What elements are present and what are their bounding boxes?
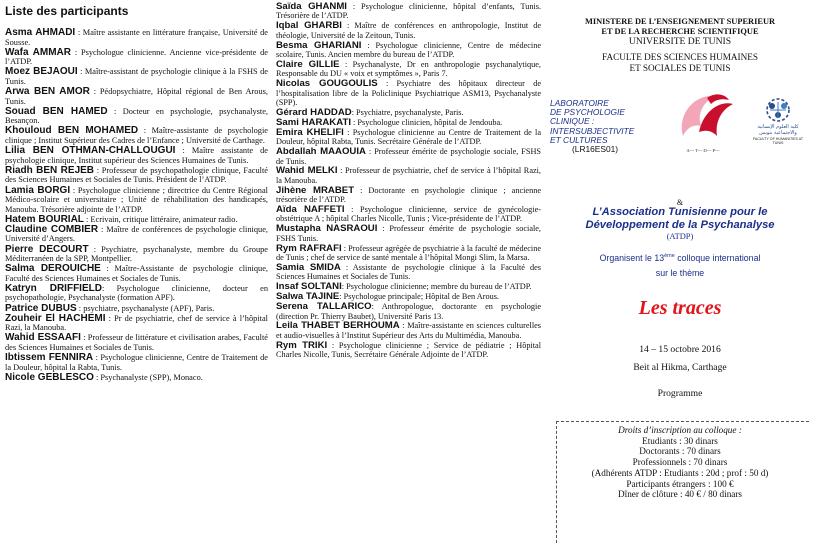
participant-name: Abdallah MAAOUIA <box>276 146 366 158</box>
participant-entry <box>5 284 268 303</box>
participant-name: Hatem BOURIAL <box>5 213 84 225</box>
participant-name: Mustapha NASRAOUI <box>276 223 378 235</box>
participant-entry <box>5 186 268 215</box>
participant-name: Serena TALLARICO <box>276 301 372 313</box>
lab-line: INTERSUBJECTIVITE <box>550 125 635 136</box>
lab-line: DE PSYCHOLOGIE <box>550 107 625 118</box>
participant-description: : Anthropologue, doctorante en psychologie (direction Pr. Thierry Baubet), Université Paris 13. <box>276 302 542 321</box>
participant-name: Salma DEROUICHE <box>5 263 101 275</box>
participant-name: Aïda NAFFETI <box>276 204 345 216</box>
participant-entry <box>276 166 541 185</box>
lab-line: ET CULTURES <box>550 134 608 145</box>
participant-description: : Doctorante en psychologie clinique ; ancienne trésorière de l’ATDP. <box>276 185 541 205</box>
participant-entry <box>276 244 541 263</box>
participants-column-2 <box>272 0 545 543</box>
participant-name: Iqbal GHARBI <box>276 20 342 32</box>
participant-name: Nicole GEBLESCO <box>5 371 94 383</box>
participant-entry <box>276 21 541 40</box>
organisent-sup: ème <box>664 253 675 260</box>
participant-entry <box>276 205 541 224</box>
participant-name: Lamia BORGI <box>5 184 71 196</box>
ampersand: & <box>676 198 684 207</box>
participant-description: : Psychologue clinicienne au Centre de Traitement de la Douleur, hôpital Rabta, Tunis. Secrétaire Générale de l’ATDP. <box>276 127 542 147</box>
participant-name: Claire GILLIE <box>276 58 340 70</box>
theme-line: sur le thème <box>655 268 705 278</box>
participant-entry <box>276 60 541 79</box>
participant-name: Zouheir El HACHEMI <box>5 312 106 324</box>
association-acronym: (ATDP) <box>666 232 694 241</box>
participant-description: : Psychologue clinicienne, docteur en psychopathologie, Psychanalyste (formation APF). <box>5 283 269 303</box>
participant-entry <box>5 48 268 67</box>
programme-cover <box>545 0 815 543</box>
participant-description: : Maître-Assistante de psychologie clinique, Faculté des Sciences Humaines et Sociales de Tunis. <box>5 264 268 283</box>
participant-description: : Professeur de psychiatrie, chef de service à l’hôpital Razi, la Manouba. <box>276 166 541 185</box>
participant-description: : Professeur de psychopathologie clinique, Faculté des Sciences Humaines et Sociales de Tunis. Président de l’ATDP. <box>5 165 268 185</box>
participant-name: Asma AHMADI <box>5 27 76 38</box>
university-name: UNIVERSITE DE TUNIS <box>628 36 732 47</box>
participant-description: : Psychiatre des hôpitaux directeur de l’hospitalisation libre de la Policlinique Psychiatrique ASM13, Psychanalyste (SPP). <box>276 79 541 108</box>
organisent-line <box>545 253 815 263</box>
participant-entry <box>276 147 541 166</box>
lab-block <box>545 88 815 178</box>
event-dates: 14 – 15 octobre 2016 <box>639 344 721 355</box>
fees-title: Droits d’inscription au colloque : <box>618 425 742 435</box>
participant-name: Souad BEN HAMED <box>5 105 108 117</box>
participant-name: Lilia BEN OTHMAN-CHALLOUGUI <box>5 145 176 157</box>
participant-name: Khouloud BEN MOHAMED <box>5 125 139 137</box>
participant-entry <box>5 146 268 165</box>
participant-entry <box>276 224 541 243</box>
participant-entry <box>5 126 268 145</box>
association-line-2: Développement de la Psychanalyse <box>585 218 775 231</box>
participant-description: : Psychanalyste, Dr en anthropologie psychanalytique, Responsable du DU « voix et symptômes », Paris 7. <box>276 59 541 79</box>
participant-name: Leila THABET BERHOUMA <box>276 320 400 332</box>
programme-label: Programme <box>657 388 703 399</box>
participant-description: : Maître assistante de psychologie clinique, Institut supérieur des Sciences Humaines de Tunis. <box>5 146 269 165</box>
faculty-logo-arabic: كلية العلوم الإنسانية والاجتماعية بتونس <box>757 124 799 136</box>
participants-list-title: Liste des participants <box>5 4 129 18</box>
ministry-line-2: ET DE LA RECHERCHE SCIENTIFIQUE <box>601 27 759 36</box>
ministry-line-1: MINISTERE DE L’ENSEIGNEMENT SUPERIEUR <box>584 17 776 26</box>
participant-name: Salwa TAJINE <box>276 291 340 303</box>
participants-list-1 <box>5 28 268 382</box>
participant-description: : Psychologue principale; Hôpital de Ben Arous. <box>339 292 499 302</box>
participant-name: Katryn DRIFFIELD <box>5 282 102 294</box>
lab-logo-text: A--- T--- D--- P--- <box>686 148 720 153</box>
participant-description: : Docteur en psychologie, psychanalyste, Besançon. <box>5 106 268 126</box>
participant-entry <box>5 166 268 185</box>
participant-description: : Assistante de psychologie clinique à la Faculté des Sciences Humaines et Sociales de Tunis. <box>276 262 541 282</box>
participant-entry <box>5 67 268 86</box>
participant-description: : Professeur de littérature et civilisation arabes, Faculté des Sciences Humaines et Sociales de Tunis. <box>5 333 268 352</box>
participant-description: : Professeur émérite de psychologie sociale, FSHS de Tunis. <box>276 147 541 166</box>
lab-code: (LR16ES01) <box>572 144 619 155</box>
participant-description: : Psychologue clinicienne ; directrice du Centre Régional Médico-scolaire et universitaire ; Unité de réhabilitation des handicapés, Manouba. Trésorière adjointe de l’ATDP. <box>5 185 268 214</box>
participant-description: : Psychologue clinicien, hôpital de Jendouba. <box>350 117 503 127</box>
fee-line: Doctorants : 70 dinars <box>639 446 721 457</box>
fee-line: Etudiants : 30 dinars <box>642 435 718 446</box>
participant-name: Rym RAFRAFI <box>276 242 342 254</box>
participant-description: : Maître assistante en littérature française, Université de Sousse. <box>5 28 269 47</box>
participant-entry <box>276 79 541 107</box>
participant-entry <box>276 302 541 321</box>
lab-name <box>550 99 670 154</box>
participant-name: Claudine COMBIER <box>5 223 99 235</box>
participant-entry <box>276 263 541 282</box>
participant-description: : psychiatre, psychanalyste (APF), Paris. <box>76 303 215 313</box>
participant-description: : Maître-assistante de psychologie clinique ; Institut Supérieur des Cadres de l’Enfance ; Université de Carthage. <box>5 126 268 145</box>
lab-line: CLINIQUE : <box>550 116 595 127</box>
event-venue: Beit al Hikma, Carthage <box>633 362 727 373</box>
participant-description: : Maître-assistant de psychologie clinique à la FSHS de Tunis. <box>5 67 268 86</box>
participant-entry <box>276 2 541 21</box>
faculty-logo <box>748 96 808 152</box>
fee-line: Professionnels : 70 dinars <box>632 457 728 468</box>
association-name <box>545 206 815 231</box>
participant-name: Patrice DUBUS <box>5 302 77 314</box>
participant-name: Nicolas GOUGOULIS <box>276 78 378 90</box>
participants-column-1 <box>0 0 272 543</box>
participant-description: : Psychiatre, psychanalyste, Paris. <box>351 107 464 117</box>
participant-name: Sami HARAKATI <box>276 116 351 128</box>
participant-name: Emira KHELIFI <box>276 126 344 138</box>
faculty-logo-english: FACULTY OF HUMANITIES AT TUNIS <box>752 137 804 146</box>
registration-fees <box>545 425 815 500</box>
participant-name: Insaf SOLTANI <box>276 281 342 293</box>
participant-description: : Psychologue clinicienne, service de gynécologie-obstétrique A ; hôpital Charles Nicolle, Tunis ; Vice-présidente de l’ATDP. <box>276 205 541 224</box>
participant-entry <box>276 128 541 147</box>
participant-description: : Psychologue clinicienne; membre du bureau de l’ATDP. <box>341 282 532 292</box>
participant-entry <box>5 215 268 225</box>
faculty-emblem-icon <box>748 96 808 124</box>
participant-name: Wafa AMMAR <box>5 46 71 58</box>
participant-entry <box>5 373 268 383</box>
participant-entry <box>276 341 541 360</box>
event-title: Les traces <box>638 297 722 319</box>
participant-description: : Psychologue clinicienne, Centre de Traitement de la Douleur, hôpital la Rabta, Tunis. <box>5 353 269 372</box>
participant-name: Arwa BEN AMOR <box>5 86 90 98</box>
participant-description: : Maître de conférences de psychologie clinique, Université d’Angers. <box>5 224 268 244</box>
participant-name: Riadh BEN REJEB <box>5 164 95 176</box>
fee-line: Participants étrangers : 100 € <box>626 478 734 489</box>
participant-description: : Psychologue clinicienne. Ancienne vice-présidente de l’ATDP. <box>5 47 268 67</box>
lab-line: LABORATOIRE <box>550 98 609 108</box>
faculty-line-2: ET SOCIALES DE TUNIS <box>629 62 731 73</box>
participant-name: Jihène MRABET <box>276 184 355 196</box>
participant-entry <box>5 225 268 244</box>
participant-description: : Professeur agrégée de psychiatrie à la faculté de médecine de Tunis ; chef de service de santé mentale à l’hôpital Mongi Slim, la Marsa. <box>276 243 541 263</box>
participant-entry <box>276 186 541 205</box>
participant-description: : Psychologue clinicienne ; Service de pédiatrie ; Hôpital Charles Nicolle, Tunis, Secrétaire Générale Adjointe de l’ATDP. <box>276 340 541 360</box>
participant-entry <box>5 353 268 372</box>
participant-description: : Maître de conférences en anthropologie, Institut de théologie, Université de la Zeitoun, Tunis. <box>276 21 541 40</box>
participant-entry <box>5 28 268 47</box>
participant-description: : Maître-assistante en sciences culturelles et audio-visuelles à l’Institut Supérieur des Arts du Multimédia, Manouba. <box>276 321 541 340</box>
participant-description: : Ecrivain, critique littéraire, animateur radio. <box>83 214 238 224</box>
participant-description: : Psychiatre, psychanalyste, membre du Groupe Méditerranéen de la SPP, Montpellier. <box>5 244 268 264</box>
participant-entry <box>5 87 268 106</box>
participant-description: : Psychologue clinicienne, hôpital d’enfants, Tunis. Trésorière de l’ATDP. <box>276 2 542 21</box>
participant-name: Gérard HADDAD <box>276 106 352 118</box>
participant-name: Samia SMIDA <box>276 261 341 273</box>
participant-entry <box>5 314 268 333</box>
participants-list-2 <box>276 2 541 360</box>
participant-description: : Psychologue clinicienne, Centre de médecine scolaire, Tunis. Ancien membre du bureau de l’ATDP. <box>276 40 541 60</box>
fee-line: (Adhérents ATDP : Etudiants : 20d ; prof : 50 d) <box>591 467 769 478</box>
participant-entry <box>276 321 541 340</box>
participant-description: : Pédopsychiatre, Hôpital régional de Ben Arous, Tunis. <box>5 87 268 106</box>
participant-name: Rym TRIKI <box>276 339 328 351</box>
ministry-header <box>545 17 815 47</box>
participant-name: Wahid ESSAAFI <box>5 332 81 344</box>
participant-name: Wahid MELKI <box>276 165 338 177</box>
participant-name: Moez BEJAOUI <box>5 66 78 78</box>
participant-name: Besma GHARIANI <box>276 39 362 51</box>
participant-entry <box>5 245 268 264</box>
lab-logo-icon <box>663 88 743 160</box>
participant-entry <box>276 41 541 60</box>
faculty-header <box>545 52 815 73</box>
association-line-1: L’Association Tunisienne pour le <box>592 206 768 218</box>
organisent-post: colloque international <box>674 253 761 263</box>
participant-name: Ibtissem FENNIRA <box>5 352 94 364</box>
participant-name: Saïda GHANMI <box>276 1 347 12</box>
participant-entry <box>5 264 268 283</box>
participant-entry <box>5 304 268 314</box>
organisent-pre: Organisent le 13 <box>599 253 665 263</box>
participant-entry <box>5 333 268 352</box>
participant-description: : Professeur émérite de psychologie sociale, FSHS Tunis. <box>276 224 541 243</box>
participant-description: : Psychanalyste (SPP), Monaco. <box>93 372 203 382</box>
faculty-line-1: FACULTE DES SCIENCES HUMAINES <box>602 52 758 62</box>
participant-name: Pierre DECOURT <box>5 243 89 255</box>
fee-line: Dîner de clôture : 40 € / 80 dinars <box>618 489 742 500</box>
participant-description: : Pr de psychiatrie, chef de service à l’hôpital Razi, la Manouba. <box>5 313 268 333</box>
participant-entry <box>5 107 268 126</box>
